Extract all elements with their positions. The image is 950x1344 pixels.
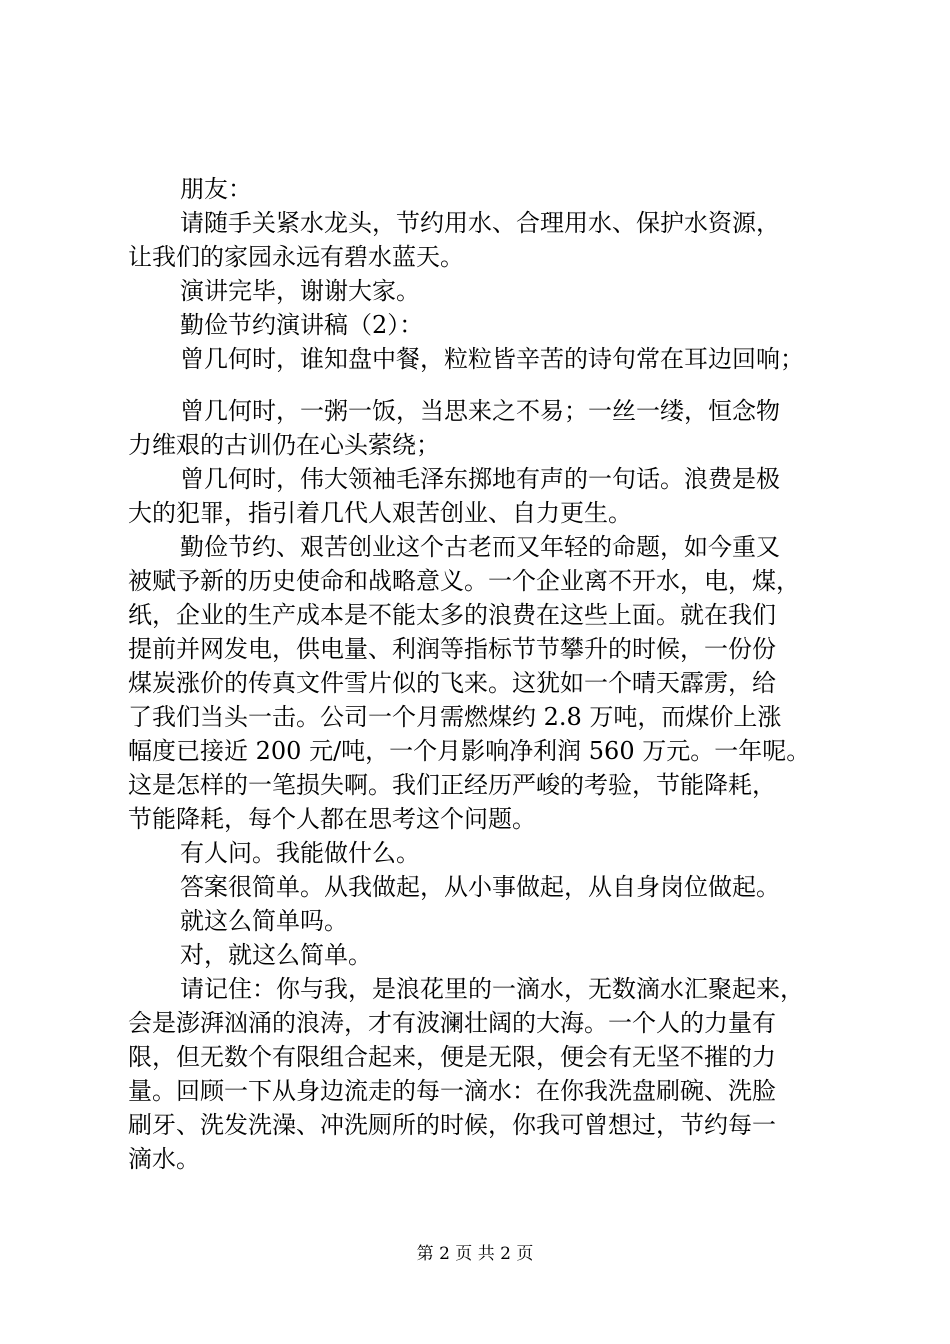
text-line: 幅度已接近 200 元/吨，一个月影响净利润 560 万元。一年呢。: [128, 737, 811, 765]
text-line: 了我们当头一击。公司一个月需燃煤约 2.8 万吨，而煤价上涨: [128, 703, 782, 731]
page-number-footer: 第 2 页 共 2 页: [416, 1244, 534, 1264]
text-line: 被赋予新的历史使命和战略意义。一个企业离不开水，电，煤，: [128, 567, 800, 595]
text-line: 就这么简单吗。: [180, 907, 348, 935]
text-line: 量。回顾一下从身边流走的每一滴水：在你我洗盘刷碗、洗脸: [128, 1077, 776, 1105]
text-line: 答案很简单。从我做起，从小事做起，从自身岗位做起。: [180, 873, 780, 901]
text-line: 力维艰的古训仍在心头萦绕；: [128, 431, 440, 459]
text-line: 煤炭涨价的传真文件雪片似的飞来。这犹如一个晴天霹雳，给: [128, 669, 776, 697]
text-line: 有人问。我能做什么。: [180, 839, 420, 867]
text-line: 让我们的家园永远有碧水蓝天。: [128, 243, 464, 271]
text-line: 限，但无数个有限组合起来，便是无限，便会有无坚不摧的力: [128, 1043, 776, 1071]
text-line: 纸，企业的生产成本是不能太多的浪费在这些上面。就在我们: [128, 601, 776, 629]
text-line: 节能降耗，每个人都在思考这个问题。: [128, 805, 536, 833]
text-line: 请随手关紧水龙头，节约用水、合理用水、保护水资源，: [180, 209, 780, 237]
text-line: 这是怎样的一笔损失啊。我们正经历严峻的考验，节能降耗，: [128, 771, 776, 799]
text-line: 演讲完毕，谢谢大家。: [180, 277, 420, 305]
text-line: 朋友：: [180, 175, 252, 203]
text-line: 刷牙、洗发洗澡、冲洗厕所的时候，你我可曾想过，节约每一: [128, 1111, 776, 1139]
text-line: 滴水。: [128, 1145, 200, 1173]
text-line: 会是澎湃汹涌的浪涛，才有波澜壮阔的大海。一个人的力量有: [128, 1009, 776, 1037]
section-heading: 勤俭节约演讲稿（2）：: [180, 311, 424, 339]
text-line: 曾几何时，谁知盘中餐，粒粒皆辛苦的诗句常在耳边回响；: [180, 345, 804, 373]
text-line: 请记住：你与我，是浪花里的一滴水，无数滴水汇聚起来，: [180, 975, 804, 1003]
text-line: 曾几何时，一粥一饭，当思来之不易；一丝一缕，恒念物: [180, 397, 780, 425]
text-line: 对，就这么简单。: [180, 941, 372, 969]
text-line: 曾几何时，伟大领袖毛泽东掷地有声的一句话。浪费是极: [180, 465, 780, 493]
text-line: 提前并网发电，供电量、利润等指标节节攀升的时候，一份份: [128, 635, 776, 663]
text-line: 大的犯罪，指引着几代人艰苦创业、自力更生。: [128, 499, 632, 527]
text-line: 勤俭节约、艰苦创业这个古老而又年轻的命题，如今重又: [180, 533, 780, 561]
